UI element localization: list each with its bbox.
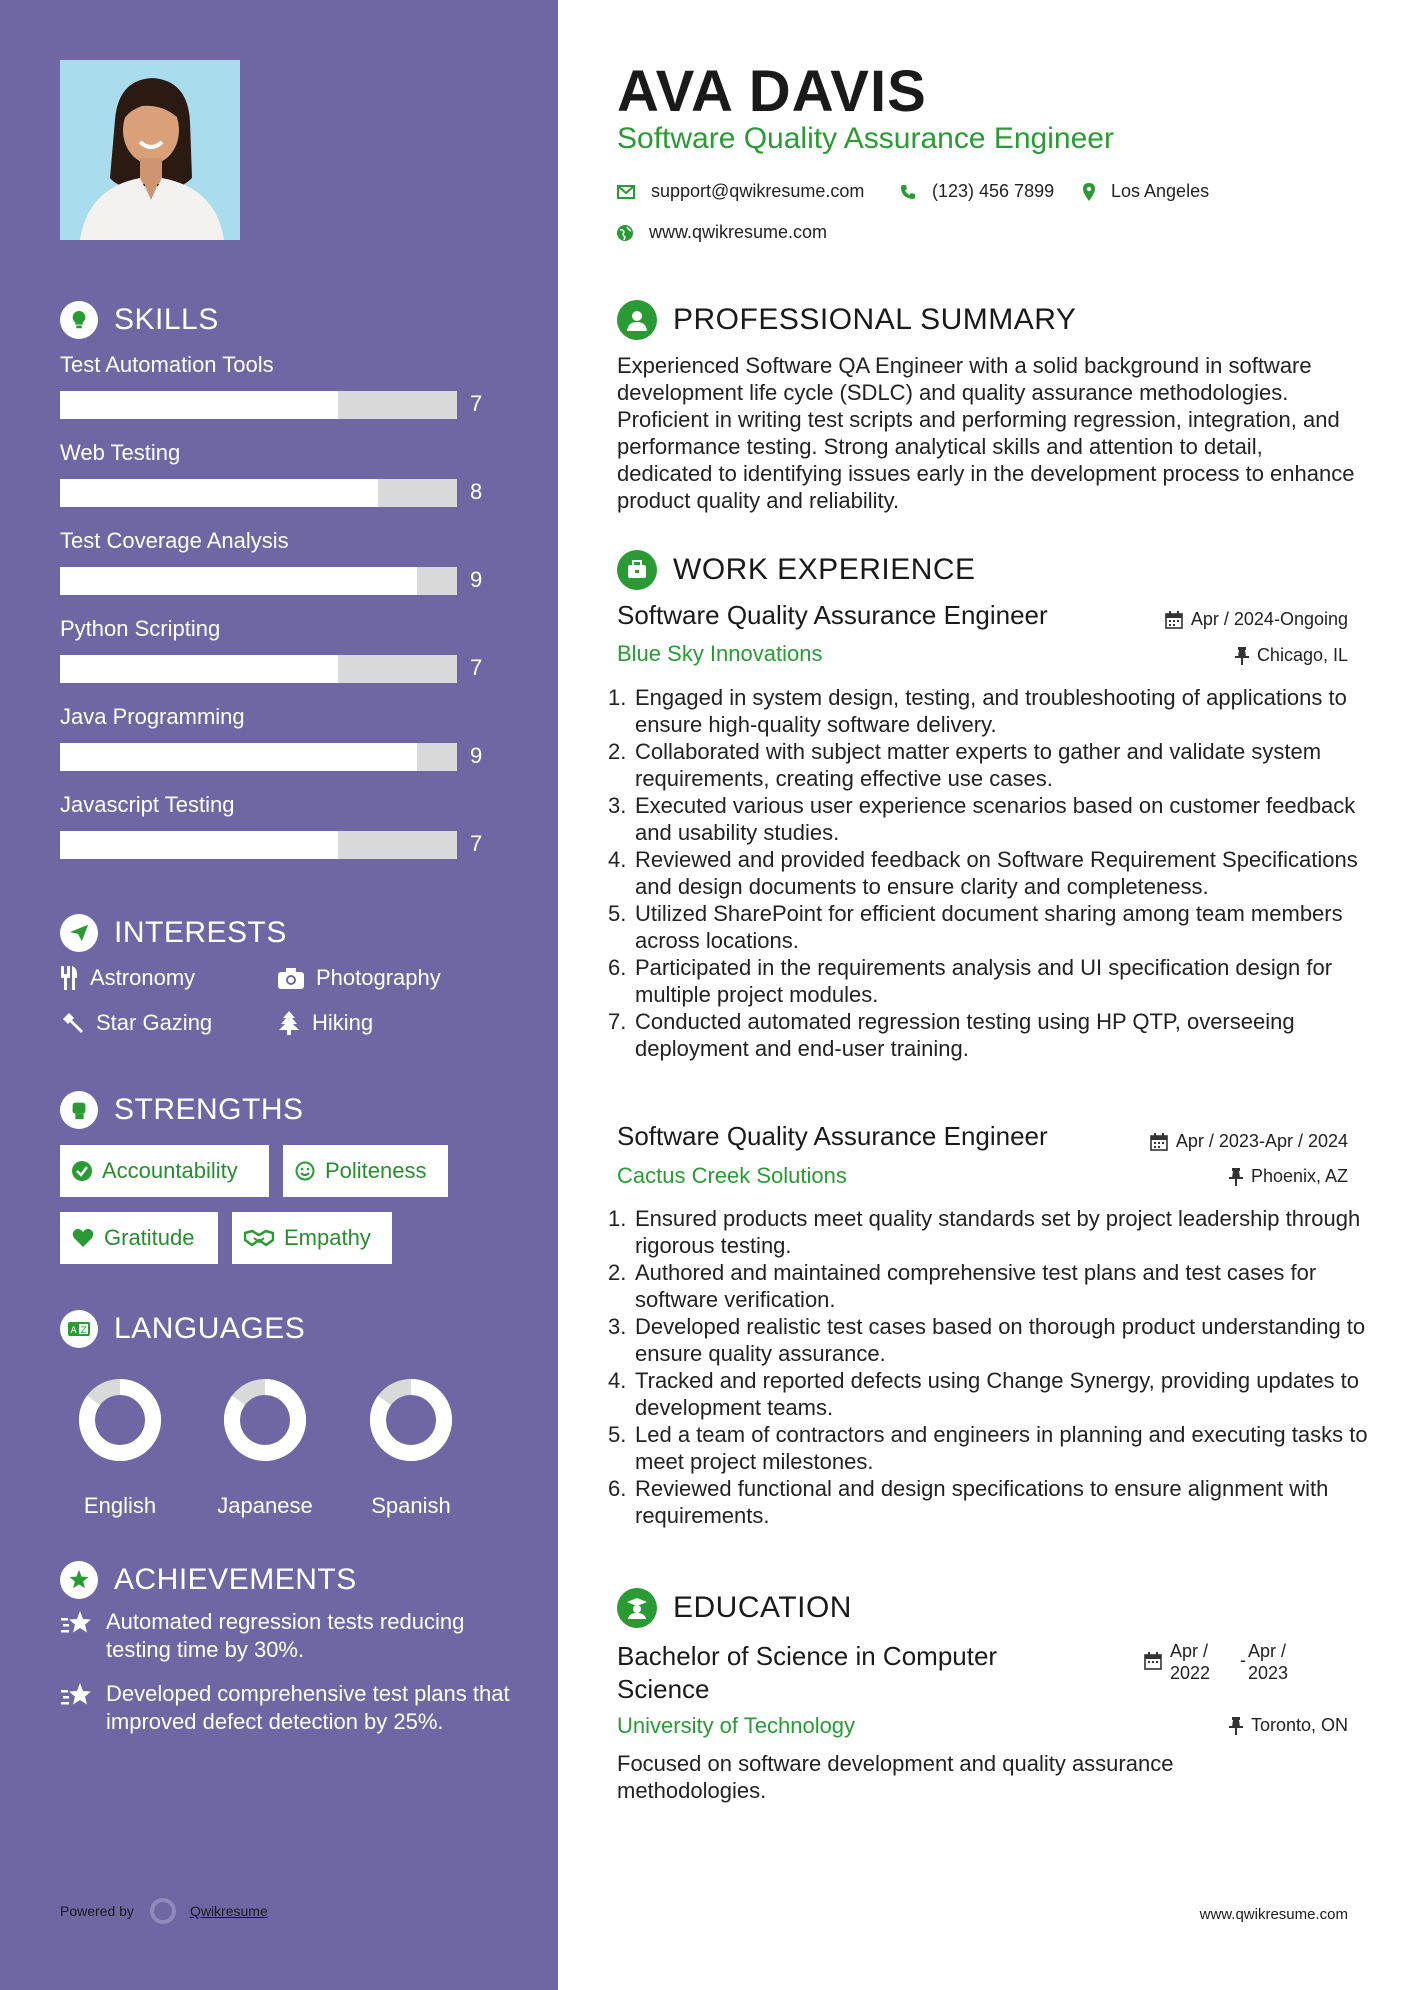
tree-icon (278, 1011, 300, 1035)
pushpin-icon (1235, 647, 1249, 665)
duty-number: 5. (608, 1422, 627, 1447)
pushpin-icon (1229, 1717, 1243, 1735)
skills-title: SKILLS (114, 303, 219, 336)
strengths-heading (60, 1091, 304, 1129)
language-item (60, 1375, 180, 1519)
education-dates (1144, 1640, 1304, 1684)
duty-number: 1. (608, 685, 627, 710)
utensils-icon (60, 966, 78, 990)
fist-icon (60, 1091, 98, 1129)
job-location-text: Chicago, IL (1256, 645, 1348, 665)
job-duties-list (608, 684, 1368, 1062)
duty-item (608, 900, 1368, 954)
languages-title: LANGUAGES (114, 1312, 306, 1345)
translate-icon (60, 1310, 98, 1348)
pushpin-icon (1229, 1168, 1243, 1186)
strength-label: Accountability (102, 1158, 238, 1183)
skill-name: Web Testing (60, 440, 181, 465)
job-dates (1150, 1131, 1348, 1152)
duty-number: 3. (608, 793, 627, 818)
envelope-icon (617, 185, 635, 199)
job-dates (1165, 609, 1348, 630)
heart-icon (72, 1228, 94, 1248)
svg-text:A: A (70, 1326, 77, 1336)
language-level-ring (366, 1375, 456, 1465)
skill-bar (60, 831, 457, 859)
achievement-item (60, 1680, 510, 1736)
duty-text: Ensured products meet quality standards set by project leadership through rigorous testing. (635, 1206, 1361, 1258)
strengths-title: STRENGTHS (114, 1093, 304, 1126)
company-name: Cactus Creek Solutions (617, 1163, 847, 1188)
skill-value: 9 (470, 567, 483, 592)
skill-bar (60, 655, 457, 683)
map-pin-icon (1083, 183, 1095, 201)
interests-heading (60, 914, 287, 952)
contact-phone[interactable] (900, 181, 1054, 202)
calendar-icon (1144, 1652, 1162, 1670)
education-start: Apr / 2022 (1170, 1641, 1211, 1683)
language-item (205, 1375, 325, 1519)
school-name: University of Technology (617, 1713, 856, 1738)
date-separator: - (1240, 1650, 1246, 1670)
strength-politeness (283, 1145, 448, 1197)
skill-bar (60, 391, 457, 419)
job-location-text: Phoenix, AZ (1250, 1166, 1348, 1186)
company-name: Blue Sky Innovations (617, 641, 823, 666)
skill-name: Test Automation Tools (60, 352, 274, 377)
language-name: Spanish (371, 1493, 451, 1518)
interest-label: Astronomy (90, 965, 196, 990)
duty-item (608, 1475, 1368, 1529)
skill-name: Javascript Testing (60, 792, 235, 817)
language-level-ring (75, 1375, 165, 1465)
duty-number: 2. (608, 739, 627, 764)
achievements-heading (60, 1561, 357, 1599)
language-name: English (83, 1493, 157, 1518)
profile-photo (60, 60, 240, 240)
summary-text: Experienced Software QA Engineer with a solid background in software development life cycle (SDLC) and quality assurance methodologies. Proficient in writing test scripts and performing regression, integration, and performance testing. Strong analytical skills and attention to detail, dedicated to identifying issues early in the development process to enhance product quality and reliability. (617, 353, 1355, 513)
calendar-icon (1150, 1133, 1168, 1151)
strength-label: Empathy (284, 1225, 371, 1250)
handshake-icon (244, 1228, 274, 1248)
skill-value: 7 (470, 655, 483, 680)
candidate-role: Software Quality Assurance Engineer (617, 122, 1114, 155)
phone-text: (123) 456 7899 (932, 181, 1055, 201)
star-badge-icon (60, 1561, 98, 1599)
achievement-item (60, 1608, 510, 1664)
skill-bar (60, 743, 457, 771)
calendar-icon (1165, 611, 1183, 629)
skill-bar (60, 567, 457, 595)
interest-label: Photography (316, 965, 441, 990)
duty-text: Led a team of contractors and engineers in planning and executing tasks to meet project milestones. (635, 1422, 1368, 1474)
location-text: Los Angeles (1111, 181, 1210, 201)
user-icon (617, 300, 657, 340)
job-dates-text: Apr / 2024-Ongoing (1190, 609, 1348, 629)
duty-item (608, 1367, 1368, 1421)
strength-gratitude (60, 1212, 218, 1264)
achievement-text: Developed comprehensive test plans that improved defect detection by 25%. (106, 1681, 510, 1734)
languages-heading (60, 1310, 305, 1348)
phone-icon (900, 184, 916, 200)
duty-item (608, 954, 1368, 1008)
smile-icon (295, 1161, 315, 1181)
skill-bar-fill (60, 743, 417, 771)
qwikresume-logo-icon (150, 1898, 176, 1924)
degree-title: Bachelor of Science in Computer Science (617, 1641, 998, 1704)
paper-plane-icon (60, 914, 98, 952)
duty-text: Conducted automated regression testing using HP QTP, overseeing deployment and end-user training. (635, 1009, 1295, 1061)
duty-number: 7. (608, 1009, 627, 1034)
job-location (1235, 645, 1348, 666)
duty-item (608, 1421, 1368, 1475)
powered-by-label: Powered by (60, 1903, 134, 1919)
education-heading (617, 1588, 852, 1628)
contact-website[interactable] (617, 222, 827, 243)
duty-text: Participated in the requirements analysis and UI specification design for multiple project modules. (635, 955, 1333, 1007)
duty-number: 6. (608, 1476, 627, 1501)
duty-text: Tracked and reported defects using Change Synergy, providing updates to development teams. (635, 1368, 1360, 1420)
skill-name: Python Scripting (60, 616, 221, 641)
work-title: WORK EXPERIENCE (673, 553, 976, 586)
skill-name: Test Coverage Analysis (60, 528, 289, 553)
achievements-title: ACHIEVEMENTS (114, 1563, 357, 1596)
candidate-name: AVA DAVIS (617, 59, 927, 124)
briefcase-icon (617, 550, 657, 590)
footer-url[interactable]: www.qwikresume.com (1199, 1906, 1348, 1923)
interest-label: Hiking (312, 1010, 374, 1035)
school-location-text: Toronto, ON (1250, 1715, 1348, 1735)
education-title: EDUCATION (673, 1591, 852, 1624)
svg-text:Z: Z (80, 1326, 87, 1336)
skill-bar-fill (60, 391, 338, 419)
duty-item (608, 1008, 1368, 1062)
skill-name: Java Programming (60, 704, 245, 729)
achievement-text: Automated regression tests reducing testing time by 30%. (106, 1609, 465, 1662)
hammer-icon (60, 1011, 84, 1035)
star-icon (60, 1610, 94, 1636)
check-circle-icon (72, 1161, 92, 1181)
duty-item (608, 792, 1368, 846)
strength-label: Gratitude (104, 1225, 195, 1250)
duty-text: Engaged in system design, testing, and troubleshooting of applications to ensure high-quality software delivery. (635, 685, 1347, 737)
duty-number: 6. (608, 955, 627, 980)
duty-text: Executed various user experience scenarios based on customer feedback and usability studies. (635, 793, 1356, 845)
job-dates-text: Apr / 2023-Apr / 2024 (1175, 1131, 1348, 1151)
job-duties-list (608, 1205, 1368, 1529)
duty-item (608, 738, 1368, 792)
contact-email[interactable] (617, 181, 864, 202)
interest-label: Star Gazing (96, 1010, 213, 1035)
language-item (351, 1375, 471, 1519)
job-location (1229, 1166, 1348, 1187)
skill-bar (60, 479, 457, 507)
school-location (1229, 1715, 1348, 1736)
interest-hiking (278, 1010, 373, 1036)
work-heading (617, 550, 976, 590)
website-text: www.qwikresume.com (649, 222, 828, 242)
strength-accountability (60, 1145, 269, 1197)
star-icon (60, 1682, 94, 1708)
skill-bar-fill (60, 831, 338, 859)
strength-empathy (232, 1212, 392, 1264)
skill-value: 8 (470, 479, 483, 504)
interest-photography (278, 965, 441, 991)
graduate-icon (617, 1588, 657, 1628)
language-name: Japanese (217, 1493, 313, 1518)
sidebar (0, 0, 558, 1990)
duty-number: 3. (608, 1314, 627, 1339)
interests-title: INTERESTS (114, 916, 287, 949)
interest-astronomy (60, 965, 195, 991)
skill-value: 7 (470, 391, 483, 416)
duty-item (608, 1313, 1368, 1367)
interest-star-gazing (60, 1010, 212, 1036)
duty-number: 1. (608, 1206, 627, 1231)
skill-bar-fill (60, 655, 338, 683)
duty-number: 2. (608, 1260, 627, 1285)
duty-text: Reviewed and provided feedback on Software Requirement Specifications and design documents to ensure clarity and completeness. (635, 847, 1358, 899)
duty-number: 5. (608, 901, 627, 926)
duty-text: Utilized SharePoint for efficient document sharing among team members across locations. (635, 901, 1343, 953)
skill-value: 9 (470, 743, 483, 768)
duty-number: 4. (608, 1368, 627, 1393)
skill-value: 7 (470, 831, 483, 856)
globe-icon (617, 225, 633, 241)
duty-text: Reviewed functional and design specifications to ensure alignment with requirements. (635, 1476, 1329, 1528)
language-level-ring (220, 1375, 310, 1465)
duty-text: Developed realistic test cases based on thorough product understanding to ensure quality assurance. (635, 1314, 1366, 1366)
job-title: Software Quality Assurance Engineer (617, 1121, 1048, 1151)
lightbulb-icon (60, 301, 98, 339)
summary-title: PROFESSIONAL SUMMARY (673, 303, 1077, 336)
duty-item (608, 1205, 1368, 1259)
contact-location (1083, 181, 1209, 202)
duty-item (608, 684, 1368, 738)
duty-item (608, 846, 1368, 900)
education-description: Focused on software development and quality assurance methodologies. (617, 1751, 1174, 1803)
duty-item (608, 1259, 1368, 1313)
skill-bar-fill (60, 479, 378, 507)
summary-heading (617, 300, 1076, 340)
email-text: support@qwikresume.com (651, 181, 865, 201)
duty-text: Authored and maintained comprehensive test plans and test cases for software verification. (635, 1260, 1317, 1312)
camera-icon (278, 967, 304, 989)
job-title: Software Quality Assurance Engineer (617, 600, 1048, 630)
skills-heading (60, 301, 219, 339)
powered-by (60, 1898, 268, 1924)
skill-bar-fill (60, 567, 417, 595)
duty-text: Collaborated with subject matter experts to gather and validate system requirements, creating effective use cases. (635, 739, 1322, 791)
education-end: Apr / 2023 (1248, 1641, 1289, 1683)
strength-label: Politeness (325, 1158, 427, 1183)
qwikresume-link[interactable]: Qwikresume (189, 1903, 268, 1919)
duty-number: 4. (608, 847, 627, 872)
